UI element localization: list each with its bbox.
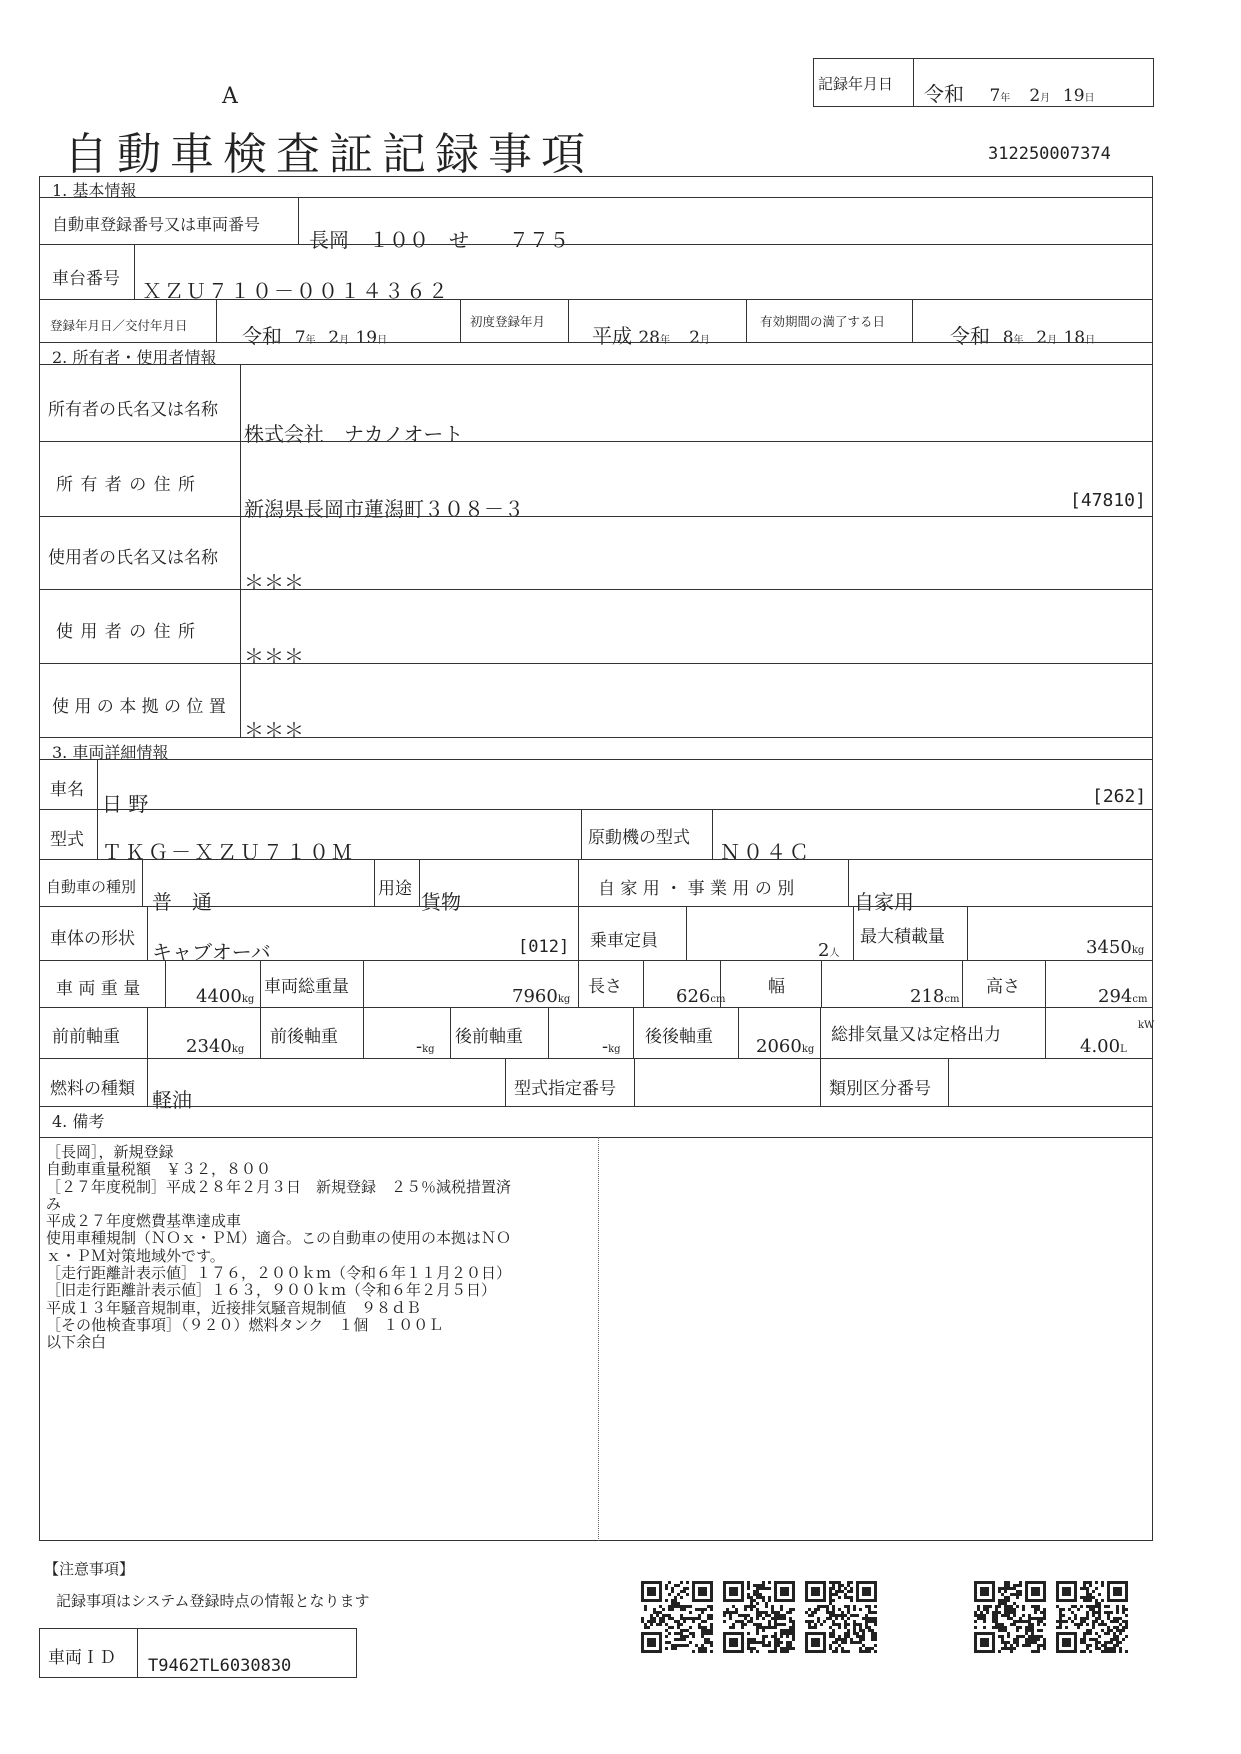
- user-addr-value: ＊＊＊: [244, 644, 304, 668]
- first-reg-label: 初度登録年月: [470, 314, 546, 329]
- reg-date-value: 令和 7年 2月 19日: [242, 324, 388, 348]
- use-label: 用途: [378, 879, 412, 899]
- body-label: 車体の形状: [50, 929, 135, 949]
- remarks-line: 平成１３年騒音規制車，近接排気騒音規制値 ９８ｄＢ: [46, 1298, 422, 1317]
- model-value: ＴＫＧ－ＸＺＵ７１０Ｍ: [102, 840, 355, 864]
- fuel-label: 燃料の種類: [50, 1079, 135, 1099]
- width-label: 幅: [768, 977, 785, 997]
- model-label: 型式: [50, 830, 84, 850]
- remarks-line: ［２７年度税制］平成２８年２月３日 新規登録 ２５％減税措置済: [46, 1177, 512, 1196]
- section-owner-title: 2. 所有者・使用者情報: [52, 348, 217, 367]
- type-no-label: 型式指定番号: [514, 1079, 616, 1099]
- rr-axle-value: 2060kg: [756, 1036, 815, 1057]
- remarks-line: 自動車重量税額 ￥３２，８００: [46, 1160, 272, 1179]
- gross-label: 車両総重量: [264, 977, 349, 997]
- max-load-value: 3450kg: [1086, 937, 1145, 958]
- qr-code-1: [641, 1581, 713, 1653]
- gross-value: 7960kg: [512, 986, 571, 1007]
- owner-addr-code: [47810]: [1070, 490, 1146, 511]
- expiry-label: 有効期間の満了する日: [760, 314, 886, 329]
- remarks-line: 使用車種規制（ＮＯｘ・ＰＭ）適合。この自動車の使用の本拠はＮＯ: [46, 1229, 512, 1248]
- reg-no-label: 自動車登録番号又は車両番号: [52, 215, 261, 234]
- remarks-line: ｘ・ＰＭ対策地域外です。: [46, 1246, 225, 1265]
- fuel-value: 軽油: [152, 1088, 192, 1112]
- base-label: 使 用 の 本 拠 の 位 置: [52, 697, 226, 717]
- height-value: 294cm: [1098, 986, 1148, 1007]
- use-value: 貨物: [421, 890, 461, 914]
- disp-label: 総排気量又は定格出力: [831, 1025, 1001, 1045]
- weight-label: 車 両 重 量: [56, 979, 141, 999]
- remarks-text: [46, 1144, 600, 1352]
- length-value: 626cm: [676, 986, 726, 1007]
- vehicle-id-value: T9462TL6030830: [148, 1656, 292, 1676]
- owner-addr-value: 新潟県長岡市蓮潟町３０８－３: [244, 497, 524, 521]
- remarks-line: 平成２７年度燃費基準達成車: [46, 1212, 242, 1231]
- owner-name-label: 所有者の氏名又は名称: [48, 400, 218, 420]
- remarks-line: ［旧走行距離計表示値］１６３，９００ｋｍ（令和６年２月５日）: [46, 1281, 497, 1300]
- qr-code-3: [805, 1581, 877, 1653]
- weight-value: 4400kg: [196, 986, 255, 1007]
- ff-axle-label: 前前軸重: [52, 1027, 120, 1047]
- max-load-label: 最大積載量: [860, 927, 945, 947]
- kind-value: 普 通: [152, 890, 212, 914]
- vehicle-name-label: 車名: [50, 780, 84, 800]
- owner-name-value: 株式会社 ナカノオート: [244, 422, 464, 446]
- remarks-line: ［走行距離計表示値］１７６，２００ｋｍ（令和６年１１月２０日）: [46, 1264, 512, 1283]
- engine-value: Ｎ０４Ｃ: [720, 840, 812, 864]
- remarks-line: 以下余白: [46, 1333, 107, 1352]
- qr-code-2: [723, 1581, 795, 1653]
- remarks-line: ［長岡］，新規登録: [46, 1143, 174, 1161]
- notes-title: 【注意事項】: [44, 1560, 135, 1578]
- fr-axle-label: 前後軸重: [270, 1027, 338, 1047]
- document-number: 312250007374: [988, 144, 1111, 164]
- body-code: [012]: [518, 937, 570, 957]
- qr-code-4: [974, 1581, 1046, 1653]
- record-date: 令和 7年 2月 19日: [924, 82, 1095, 106]
- length-label: 長さ: [588, 977, 622, 997]
- record-date-label: 記録年月日: [818, 75, 894, 93]
- class-no-label: 類別区分番号: [829, 1079, 931, 1099]
- user-addr-label: 使 用 者 の 住 所: [56, 622, 197, 642]
- reg-no-value: 長岡 １００ せ ７７５: [309, 228, 569, 252]
- ff-axle-value: 2340kg: [186, 1036, 245, 1057]
- body-value: キャブオーバ: [152, 940, 271, 964]
- user-name-value: ＊＊＊: [244, 570, 304, 594]
- rf-axle-label: 後前軸重: [455, 1027, 523, 1047]
- expiry-value: 令和 8年 2月 18日: [950, 324, 1096, 348]
- disp-value: 4.00L: [1080, 1036, 1127, 1057]
- owner-addr-label: 所 有 者 の 住 所: [56, 475, 197, 495]
- remarks-line: み: [46, 1194, 62, 1213]
- rf-axle-value: -kg: [602, 1036, 621, 1057]
- form-mark: A: [222, 84, 238, 109]
- kind-label: 自動車の種別: [46, 878, 137, 896]
- notes-text: 記録事項はシステム登録時点の情報となります: [56, 1592, 370, 1610]
- user-name-label: 使用者の氏名又は名称: [48, 548, 218, 568]
- section-remarks-title: 4. 備考: [52, 1112, 105, 1131]
- qr-code-5: [1056, 1581, 1128, 1653]
- engine-label: 原動機の型式: [588, 828, 690, 848]
- section-vehicle-title: 3. 車両詳細情報: [52, 743, 169, 762]
- rr-axle-label: 後後軸重: [645, 1027, 713, 1047]
- chassis-value: ＸＺＵ７１０－００１４３６２: [142, 279, 450, 303]
- chassis-label: 車台番号: [52, 269, 120, 289]
- disp-unit-kw: kW: [1138, 1020, 1155, 1031]
- vehicle-id-label: 車両ＩＤ: [48, 1648, 116, 1668]
- private-label: 自 家 用 ・ 事 業 用 の 別: [598, 879, 795, 899]
- fr-axle-value: -kg: [416, 1036, 435, 1057]
- height-label: 高さ: [986, 977, 1020, 997]
- capacity-label: 乗車定員: [590, 931, 658, 951]
- private-value: 自家用: [854, 890, 914, 914]
- reg-date-label: 登録年月日／交付年月日: [50, 318, 188, 333]
- base-value: ＊＊＊: [244, 718, 304, 742]
- capacity-value: 2人: [818, 940, 840, 961]
- remarks-line: ［その他検査事項］（９２０）燃料タンク １個 １００Ｌ: [46, 1315, 444, 1334]
- vehicle-name-code: [262]: [1092, 786, 1147, 807]
- first-reg-value: 平成 28年 2月: [592, 324, 710, 348]
- vehicle-name-value: 日 野: [102, 792, 149, 816]
- section-basic-title: 1. 基本情報: [52, 181, 137, 200]
- width-value: 218cm: [910, 986, 960, 1007]
- document-title: 自動車検査証記録事項: [64, 129, 594, 180]
